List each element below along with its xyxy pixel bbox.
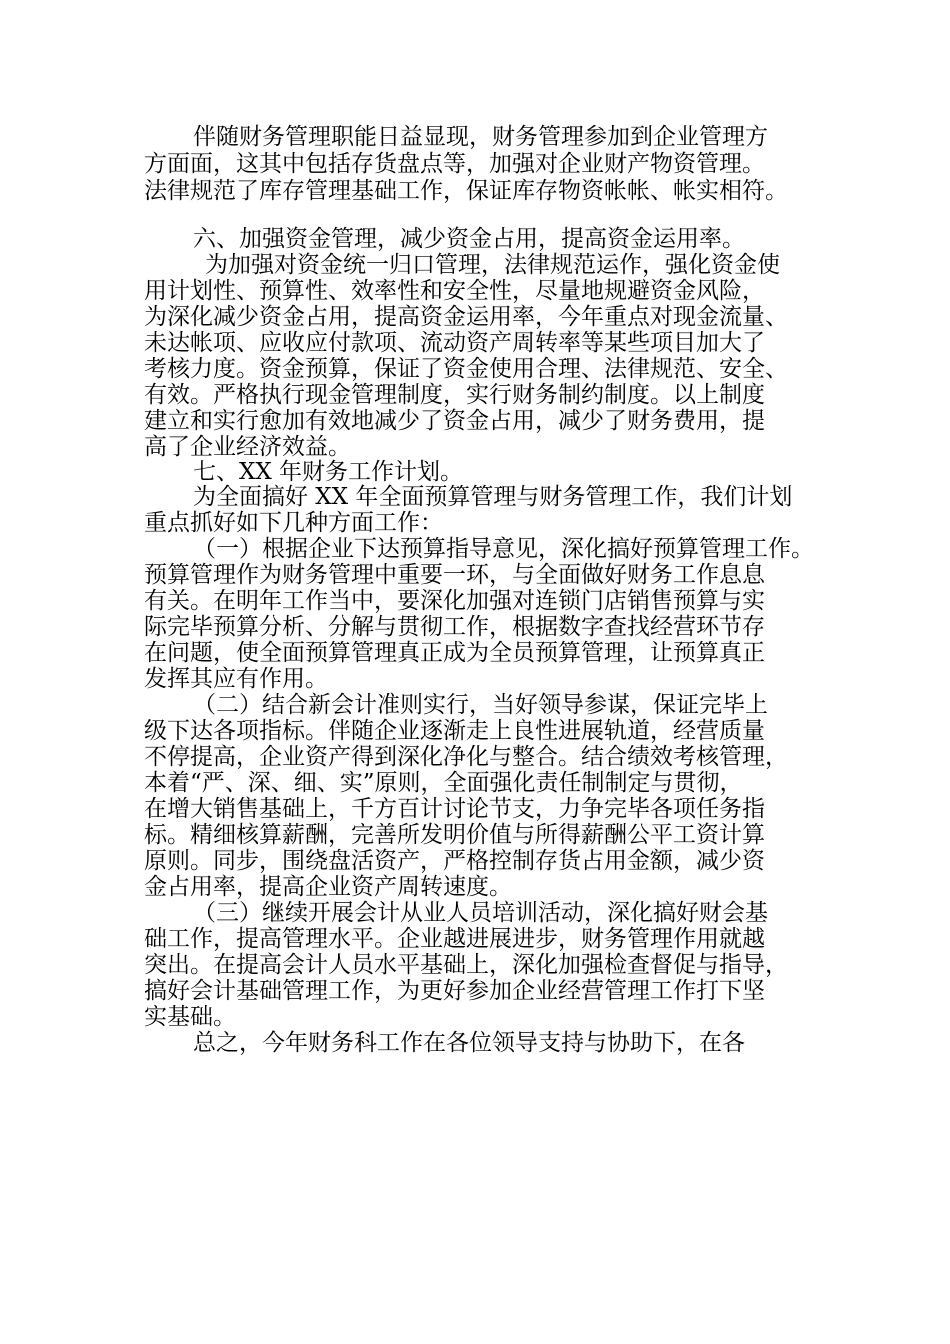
text-line: 用计划性、预算性、效率性和安全性，尽量地规避资金风险，	[144, 278, 765, 304]
text-line: （一）根据企业下达预算指导意见，深化搞好预算管理工作。	[193, 536, 814, 562]
text-line: 发挥其应有作用。	[144, 666, 328, 692]
text-line: 高了企业经济效益。	[144, 434, 351, 460]
section-heading: 七、XX 年财务工作计划。	[193, 459, 464, 485]
text-line: 标。精细核算薪酬，完善所发明价值与所得薪酬公平工资计算	[144, 822, 765, 848]
text-line: （二）结合新会计准则实行，当好领导参谋，保证完毕上	[193, 692, 768, 718]
text-line: 总之，今年财务科工作在各位领导支持与协助下，在各	[193, 1030, 745, 1056]
text-line: 建立和实行愈加有效地减少了资金占用，减少了财务费用，提	[144, 408, 765, 434]
text-line: 本着“严、深、细、实”原则，全面强化责任制制定与贯彻，	[144, 770, 743, 796]
text-line: 础工作，提高管理水平。企业越进展进步，财务管理作用就越	[144, 926, 765, 952]
text-line: 预算管理作为财务管理中重要一环，与全面做好财务工作息息	[144, 562, 765, 588]
text-line: 未达帐项、应收应付款项、流动资产周转率等某些项目加大了	[144, 330, 765, 356]
text-line: 际完毕预算分析、分解与贯彻工作，根据数字查找经营环节存	[144, 614, 765, 640]
text-line: 法律规范了库存管理基础工作，保证库存物资帐帐、帐实相符。	[144, 178, 788, 204]
text-line: 在问题，使全面预算管理真正成为全员预算管理，让预算真正	[144, 640, 765, 666]
text-line: 有关。在明年工作当中，要深化加强对连锁门店销售预算与实	[144, 588, 765, 614]
text-line: 搞好会计基础管理工作，为更好参加企业经营管理工作打下坚	[144, 978, 765, 1004]
text-line: 级下达各项指标。伴随企业逐渐走上良性进展轨道，经营质量	[144, 718, 765, 744]
text-line: 伴随财务管理职能日益显现，财务管理参加到企业管理方	[193, 124, 768, 150]
text-line: 突出。在提高会计人员水平基础上，深化加强检查督促与指导，	[144, 952, 788, 978]
text-line: 为加强对资金统一归口管理，法律规范运作，强化资金使	[205, 252, 780, 278]
text-line: 为全面搞好 XX 年全面预算管理与财务管理工作，我们计划	[193, 484, 793, 510]
text-line: 重点抓好如下几种方面工作：	[144, 510, 443, 536]
text-line: 有效。严格执行现金管理制度，实行财务制约制度。以上制度	[144, 382, 765, 408]
text-line: 金占用率，提高企业资产周转速度。	[144, 874, 512, 900]
text-line: 不停提高，企业资产得到深化净化与整合。结合绩效考核管理，	[144, 744, 788, 770]
text-line: 方面面，这其中包括存货盘点等，加强对企业财产物资管理。	[144, 151, 765, 177]
section-heading: 六、加强资金管理，减少资金占用，提高资金运用率。	[193, 226, 745, 252]
text-line: （三）继续开展会计从业人员培训活动，深化搞好财会基	[193, 900, 768, 926]
text-line: 在增大销售基础上，千方百计讨论节支，力争完毕各项任务指	[144, 796, 765, 822]
text-line: 实基础。	[144, 1004, 236, 1030]
text-line: 为深化减少资金占用，提高资金运用率，今年重点对现金流量、	[144, 304, 788, 330]
text-line: 考核力度。资金预算，保证了资金使用合理、法律规范、安全、	[144, 356, 788, 382]
text-line: 原则。同步，围绕盘活资产，严格控制存货占用金额，减少资	[144, 848, 765, 874]
